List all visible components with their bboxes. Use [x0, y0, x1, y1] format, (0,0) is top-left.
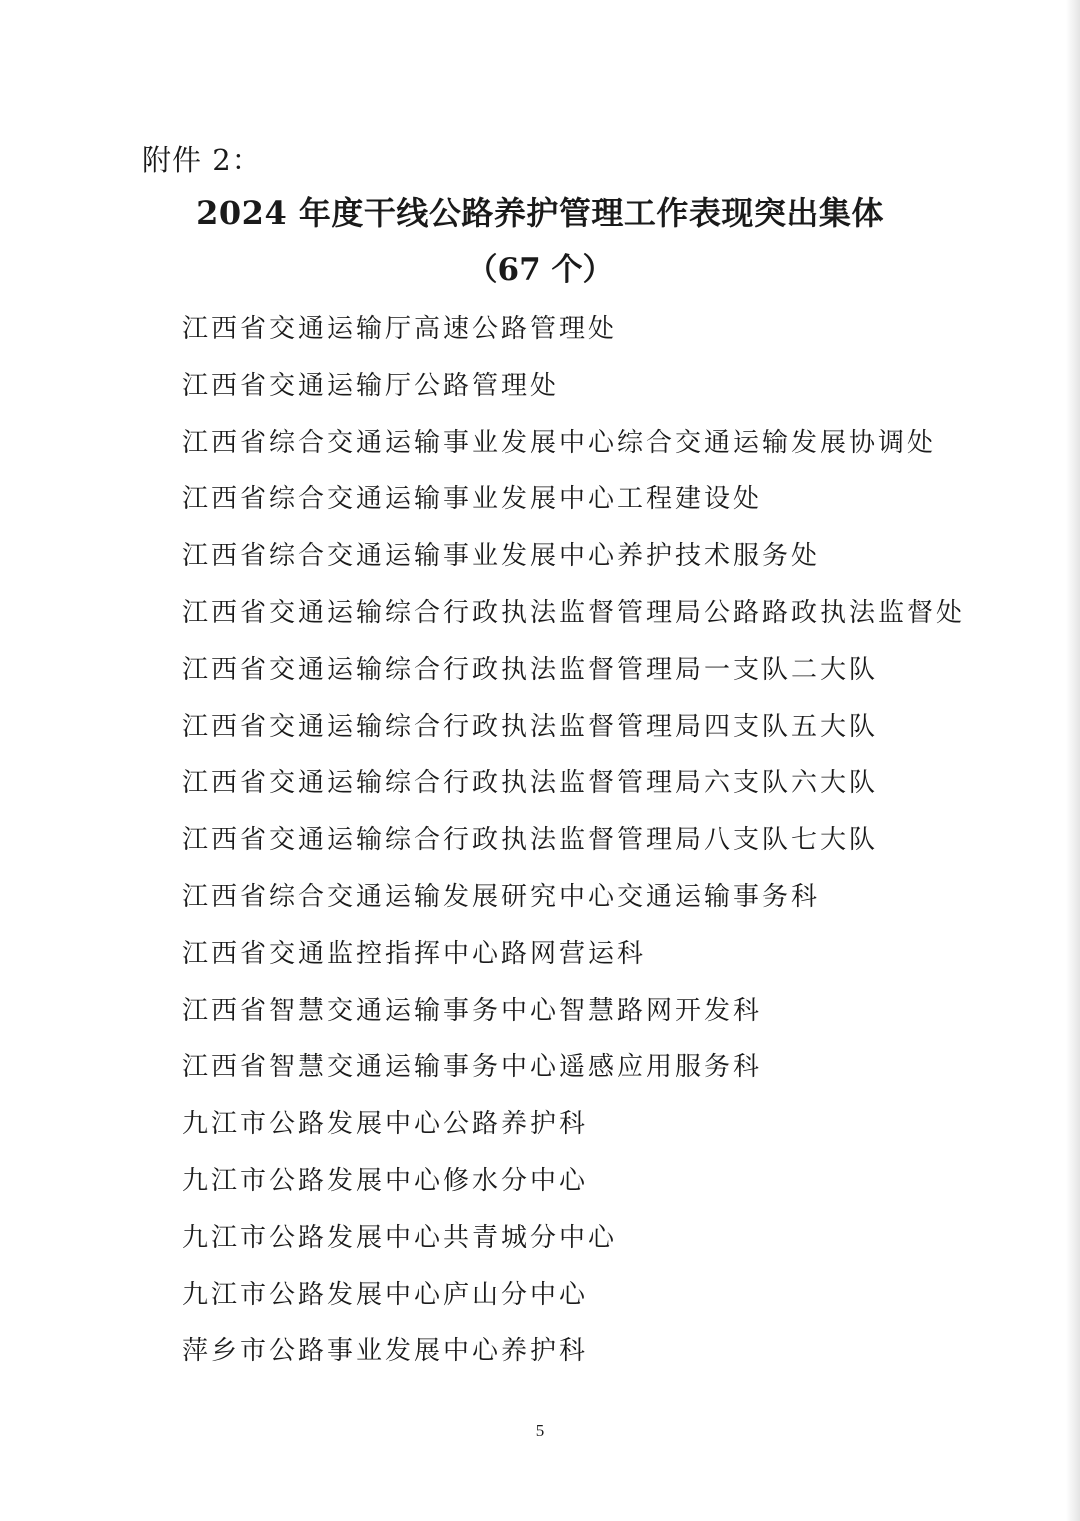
- list-item: 九江市公路发展中心共青城分中心: [182, 1222, 618, 1253]
- list-item: 江西省综合交通运输事业发展中心工程建设处: [182, 484, 763, 515]
- page-number: 5: [535, 1421, 545, 1440]
- list-item: 江西省智慧交通运输事务中心遥感应用服务科: [182, 1052, 763, 1083]
- list-item: 江西省交通运输厅公路管理处: [182, 370, 560, 401]
- list-item: 江西省综合交通运输发展研究中心交通运输事务科: [182, 881, 821, 912]
- list-item: 江西省交通运输综合行政执法监督管理局六支队六大队: [182, 768, 879, 799]
- list-item: 江西省交通运输厅高速公路管理处: [182, 314, 618, 344]
- list-item: 九江市公路发展中心修水分中心: [182, 1165, 589, 1196]
- list-item: 江西省交通运输综合行政执法监督管理局八支队七大队: [182, 825, 879, 856]
- unit-list: [182, 308, 965, 1387]
- attachment-label: 附件 2：: [142, 143, 262, 177]
- list-item: 江西省交通监控指挥中心路网营运科: [182, 938, 647, 969]
- list-item: 江西省综合交通运输事业发展中心综合交通运输发展协调处: [182, 427, 937, 458]
- list-item: 江西省交通运输综合行政执法监督管理局一支队二大队: [182, 654, 879, 685]
- list-item: 九江市公路发展中心公路养护科: [182, 1109, 589, 1140]
- list-item: 江西省交通运输综合行政执法监督管理局四支队五大队: [182, 711, 879, 742]
- list-item: 九江市公路发展中心庐山分中心: [182, 1279, 589, 1310]
- document-subtitle: （67 个）: [466, 252, 614, 288]
- list-item: 江西省交通运输综合行政执法监督管理局公路路政执法监督处: [182, 597, 966, 628]
- document-title: 2024 年度干线公路养护管理工作表现突出集体: [196, 194, 884, 232]
- list-item: 萍乡市公路事业发展中心养护科: [182, 1336, 589, 1367]
- list-item: 江西省智慧交通运输事务中心智慧路网开发科: [182, 995, 763, 1026]
- list-item: 江西省综合交通运输事业发展中心养护技术服务处: [182, 541, 821, 572]
